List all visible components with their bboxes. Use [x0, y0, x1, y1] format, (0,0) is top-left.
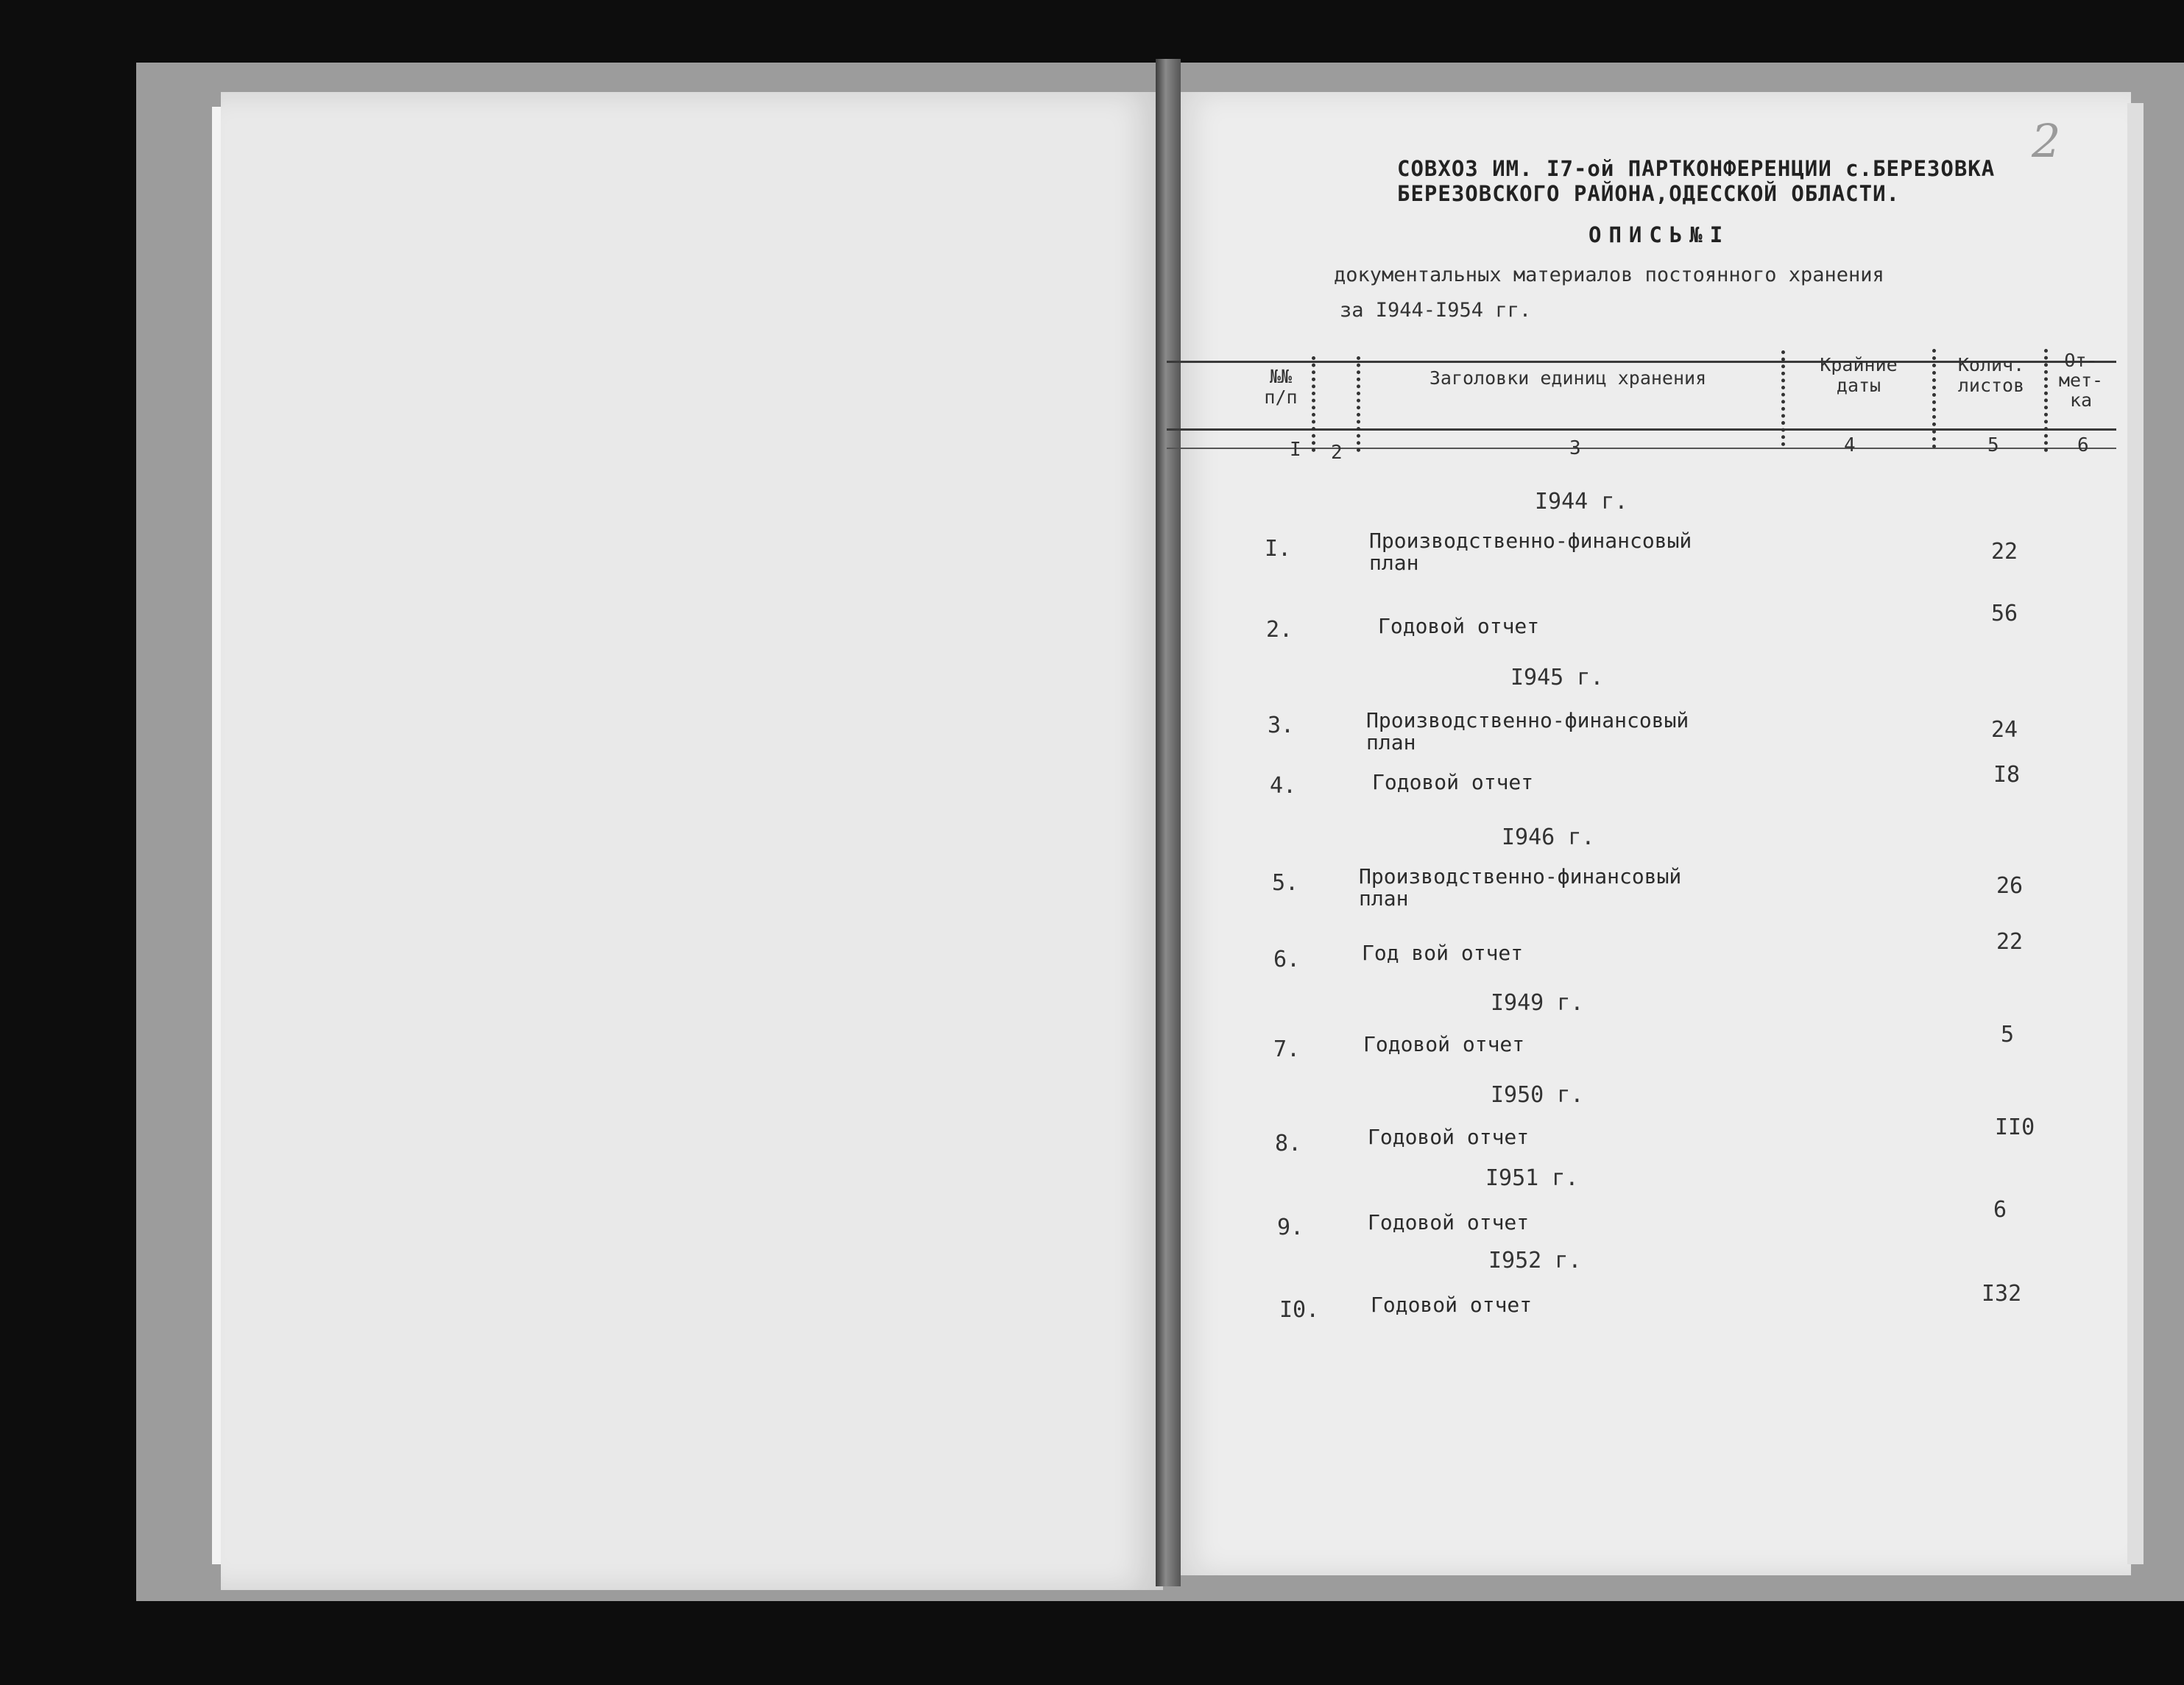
book-spine [1156, 59, 1181, 1586]
document-title: ОПИСЬ№I [1588, 222, 1731, 247]
column-header-dates [1796, 355, 1921, 396]
left-page-blank [221, 92, 1163, 1590]
column-separator [1357, 356, 1360, 452]
row-title-line: план [1359, 886, 1409, 911]
row-title [1359, 866, 1681, 910]
column-number: I [1290, 439, 1301, 461]
row-title-line: Производственно-финансовый [1369, 529, 1692, 553]
row-title: Годовой отчет [1371, 1293, 1533, 1317]
row-sheets: 22 [1996, 929, 2024, 955]
column-number: 6 [2077, 434, 2089, 456]
year-heading: I949 г. [1491, 990, 1584, 1016]
row-number: I. [1265, 536, 1292, 562]
column-header-number [1251, 367, 1310, 408]
row-number: I0. [1279, 1297, 1320, 1323]
year-heading: I945 г. [1510, 665, 1604, 690]
col-label-top: От- [2064, 350, 2098, 371]
table-header-bottom-line [1167, 428, 2116, 431]
column-number: 4 [1844, 434, 1856, 456]
row-title: Годовой отчет [1363, 1032, 1525, 1056]
row-number: 9. [1277, 1215, 1304, 1240]
row-title: Годовой отчет [1368, 1210, 1530, 1234]
col-label-bottom: ка [2069, 389, 2093, 411]
col-label-bottom: п/п [1264, 386, 1298, 408]
row-sheets: 6 [1993, 1197, 2007, 1223]
right-page [1170, 92, 2131, 1575]
page-edge [2127, 103, 2144, 1564]
year-heading: I951 г. [1485, 1165, 1579, 1191]
row-number: 4. [1270, 773, 1297, 799]
row-title-line: Производственно-финансовый [1366, 708, 1689, 732]
page-stack-edge [212, 107, 221, 1564]
col-label-top: Крайние [1820, 354, 1898, 375]
row-number: 5. [1272, 870, 1299, 896]
column-separator [1932, 349, 1936, 448]
row-sheets: I32 [1982, 1281, 2022, 1307]
org-line-1: СОВХОЗ ИМ. I7-ой ПАРТКОНФЕРЕНЦИИ с.БЕРЕЗОВКА [1397, 156, 1996, 181]
row-number: 3. [1268, 713, 1295, 738]
row-title-line: план [1366, 730, 1416, 755]
year-heading: I952 г. [1488, 1248, 1582, 1274]
row-number: 6. [1273, 947, 1301, 972]
row-title: Год вой отчет [1362, 941, 1524, 965]
year-heading: I946 г. [1502, 824, 1595, 850]
year-heading: I944 г. [1535, 489, 1628, 515]
column-number: 2 [1331, 442, 1343, 464]
column-number: 3 [1569, 437, 1581, 459]
org-line-2: БЕРЕЗОВСКОГО РАЙОНА,ОДЕССКОЙ ОБЛАСТИ. [1397, 181, 1901, 206]
row-sheets: 26 [1996, 873, 2024, 899]
column-number: 5 [1987, 434, 1999, 456]
column-header-mark [2048, 350, 2114, 410]
column-separator [1781, 350, 1785, 446]
row-number: 8. [1275, 1131, 1302, 1156]
row-title: Годовой отчет [1372, 770, 1534, 794]
row-sheets: I8 [1993, 762, 2021, 788]
subtitle-line-1: документальных материалов постоянного хранения [1334, 264, 1884, 286]
col-label-top: Колич. [1957, 354, 2025, 375]
row-title: Годовой отчет [1368, 1125, 1530, 1149]
page-number: 2 [2032, 114, 2061, 168]
row-sheets: 24 [1991, 717, 2018, 743]
row-sheets: 22 [1991, 539, 2018, 565]
row-number: 2. [1266, 617, 1293, 643]
column-header-sheets [1943, 355, 2039, 396]
col-label-bottom: даты [1836, 375, 1881, 396]
column-header-title: Заголовки единиц хранения [1429, 367, 1707, 389]
subtitle-line-2: за I944-I954 гг. [1340, 299, 1532, 322]
col-label-top: №№ [1269, 366, 1293, 387]
row-sheets: II0 [1995, 1114, 2035, 1140]
row-sheets: 5 [2001, 1022, 2015, 1048]
row-title [1369, 530, 1692, 574]
table-number-line [1167, 448, 2116, 449]
row-title [1366, 710, 1689, 754]
col-label-mid: мет- [2058, 370, 2104, 391]
row-sheets: 56 [1991, 601, 2018, 626]
column-separator [1312, 356, 1315, 452]
year-heading: I950 г. [1491, 1082, 1584, 1108]
row-title-line: Производственно-финансовый [1359, 864, 1682, 889]
row-number: 7. [1273, 1036, 1301, 1062]
row-title-line: план [1369, 551, 1419, 575]
col-label-bottom: листов [1957, 375, 2025, 396]
row-title: Годовой отчет [1378, 614, 1540, 638]
